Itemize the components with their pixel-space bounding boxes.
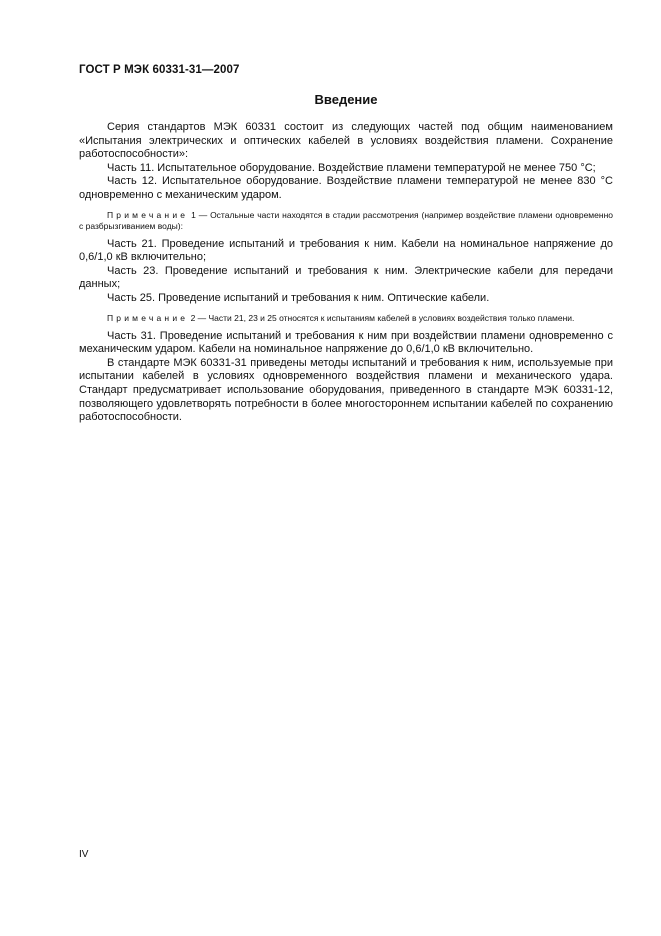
note-1-label: Примечание <box>107 209 189 220</box>
part-11-line: Часть 11. Испытательное оборудование. Воздействие пламени температурой не менее 750 °С; <box>107 161 596 174</box>
note-2-text: 2 — Части 21, 23 и 25 относятся к испытаниям кабелей в условиях воздействия только пламени. <box>188 312 575 323</box>
part-23-line: Часть 23. Проведение испытаний и требования к ним. Электрические кабели для передачи данных; <box>79 264 613 291</box>
part-12-line: Часть 12. Испытательное оборудование. Воздействие пламени температурой не менее 830 °С одновременно с механическим ударом. <box>79 175 613 201</box>
part-21-line: Часть 21. Проведение испытаний и требования к ним. Кабели на номинальное напряжение до 0,6/1,0 кВ включительно; <box>79 237 613 264</box>
part-31-line: Часть 31. Проведение испытаний и требования к ним при воздействии пламени одновременно с механическим ударом. Кабели на номинальное напряжение до 0,6/1,0 кВ включительно. <box>79 329 613 356</box>
closing-paragraph: В стандарте МЭК 60331-31 приведены методы испытаний и требования к ним, используемые при испытании кабелей в условиях одновременного воздействия пламени и механического удара. Стандарт предусматривает использование оборудования, приведенного в стандарте МЭК 60331-12, позволяющего удовлетворять потребности в более многостороннем испытании кабелей по сохранению работоспособности. <box>79 356 613 424</box>
note-1 <box>79 210 613 232</box>
note-1-text: 1 — Остальные части находятся в стадии рассмотрения (например воздействие пламени одновременно с разбрызгиванием воды): <box>79 209 613 231</box>
document-body <box>79 121 613 425</box>
part-25-line: Часть 25. Проведение испытаний и требования к ним. Оптические кабели. <box>107 291 490 304</box>
page-number: IV <box>79 849 89 860</box>
section-title: Введение <box>314 92 378 107</box>
intro-paragraph: Серия стандартов МЭК 60331 состоит из следующих частей под общим наименованием «Испытания электрических и оптических кабелей в условиях воздействия пламени. Сохранение работоспособности»: <box>79 121 613 161</box>
note-2 <box>79 313 613 324</box>
document-header: ГОСТ Р МЭК 60331-31—2007 <box>79 64 240 76</box>
note-2-label: Примечание <box>107 312 189 323</box>
